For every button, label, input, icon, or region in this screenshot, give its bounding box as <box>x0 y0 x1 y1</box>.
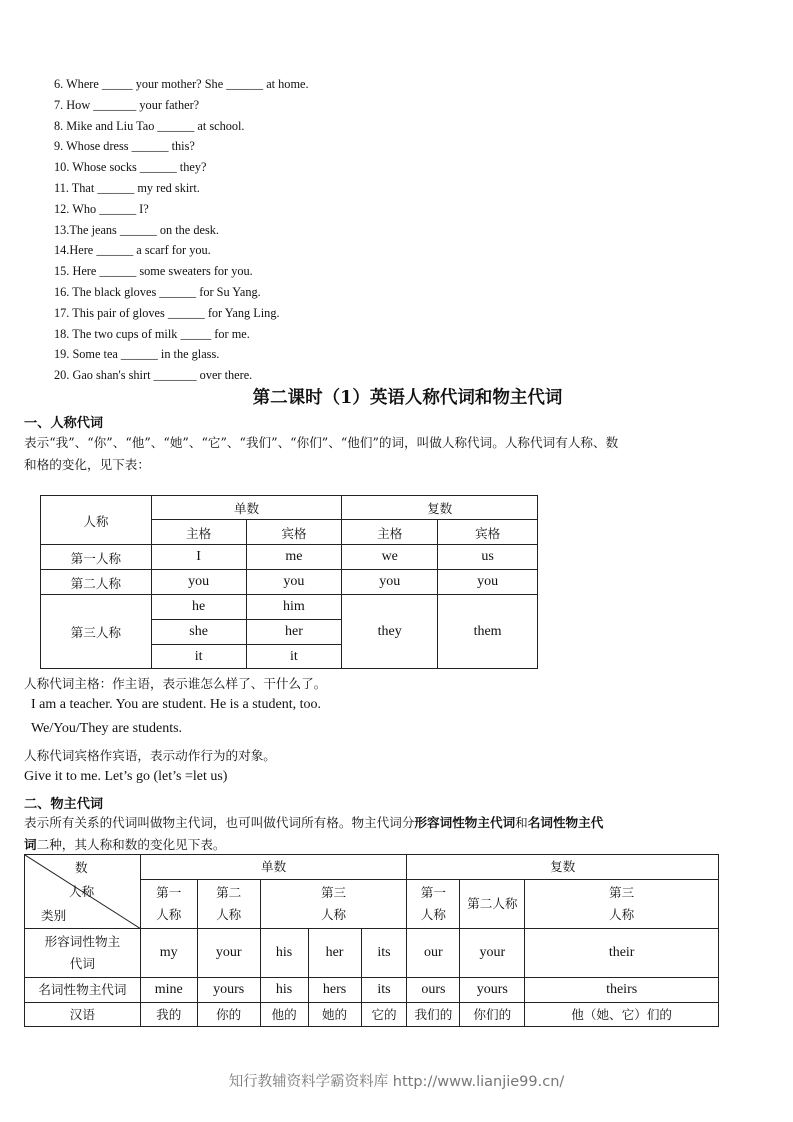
table-cell: you <box>342 570 438 595</box>
section2-intro <box>24 812 769 856</box>
header-line: 第三 <box>320 885 347 900</box>
table-cell: he <box>151 595 246 620</box>
plural-header: 复数 <box>342 496 538 520</box>
table-corner: 人称 <box>41 496 152 545</box>
table-cell: its <box>361 978 407 1003</box>
exercise-item: 8. Mike and Liu Tao ______ at school. <box>54 118 245 133</box>
objective-header: 宾格 <box>438 520 538 545</box>
diag-label-number: 数 <box>75 860 88 875</box>
table-cell: her <box>246 620 342 645</box>
header-line: 人称 <box>320 907 347 922</box>
exercise-item: 11. That ______ my red skirt. <box>54 180 200 195</box>
header-line: 第三 <box>609 885 635 900</box>
table-cell: him <box>246 595 342 620</box>
table-cell: their <box>525 929 719 978</box>
table-cell: 它的 <box>361 1003 407 1027</box>
table-cell: ours <box>407 978 460 1003</box>
table-cell: you <box>438 570 538 595</box>
lesson-title: 第二课时（1）英语人称代词和物主代词 <box>252 388 563 408</box>
table-cell: its <box>361 929 407 978</box>
plural-header: 复数 <box>407 855 719 880</box>
exercise-item: 15. Here ______ some sweaters for you. <box>54 264 253 279</box>
col-plural-first <box>407 880 460 929</box>
exercise-item: 14.Here ______ a scarf for you. <box>54 243 211 258</box>
section1-heading: 一、人称代词 <box>24 416 104 431</box>
exercise-item: 13.The jeans ______ on the desk. <box>54 222 219 237</box>
exercise-list <box>54 74 474 386</box>
header-line: 人称 <box>420 907 446 922</box>
header-line: 第一 <box>156 885 182 900</box>
section2-heading: 二、物主代词 <box>24 797 104 812</box>
section1-note1: 人称代词主格：作主语，表示谁怎么样了、干什么了。 <box>24 676 327 691</box>
header-line: 人称 <box>609 907 635 922</box>
singular-header: 单数 <box>151 496 342 520</box>
row-label-third: 第三人称 <box>41 595 152 669</box>
table-cell: 我的 <box>140 1003 197 1027</box>
table-cell: she <box>151 620 246 645</box>
intro-term-noun: 名词性物主代 <box>527 815 604 830</box>
label-line: 形容词性物主 <box>44 934 121 949</box>
table-cell: yours <box>197 978 260 1003</box>
label-line: 代词 <box>69 956 95 971</box>
exercise-item: 9. Whose dress ______ this? <box>54 139 195 154</box>
table-cell: I <box>151 545 246 570</box>
col-singular-third <box>260 880 407 929</box>
table-cell: yours <box>460 978 525 1003</box>
diag-label-person: 人称 <box>69 884 95 899</box>
table-cell: 她的 <box>308 1003 361 1027</box>
header-line: 第一 <box>420 885 446 900</box>
header-line: 人称 <box>156 907 182 922</box>
intro-term-adjective: 形容词性物主代词 <box>414 815 516 830</box>
footer-watermark: 知行教辅资料学霸资料库 http://www.lianjie99.cn/ <box>228 1074 565 1090</box>
row-label-adjective <box>25 929 141 978</box>
exercise-item: 12. Who ______ I? <box>54 201 149 216</box>
section1-intro-line2: 和格的变化，见下表： <box>24 457 150 472</box>
possessive-pronoun-table <box>24 854 719 1027</box>
table-cell: it <box>151 645 246 669</box>
row-label-second: 第二人称 <box>41 570 152 595</box>
table-cell: hers <box>308 978 361 1003</box>
exercise-item: 18. The two cups of milk _____ for me. <box>54 326 250 341</box>
col-plural-third <box>525 880 719 929</box>
table-cell: 你的 <box>197 1003 260 1027</box>
table-cell: 他（她、它）们的 <box>525 1003 719 1027</box>
intro-text: 和 <box>515 815 528 830</box>
exercise-item: 6. Where _____ your mother? She ______ at home. <box>54 77 309 91</box>
example-sentence: I am a teacher. You are student. He is a student, too. <box>31 697 322 712</box>
objective-header: 宾格 <box>246 520 342 545</box>
example-sentence: Give it to me. Let’s go (let’s =let us) <box>24 769 228 784</box>
intro-text: 表示所有关系的代词叫做物主代词，也可叫做代词所有格。物主代词分 <box>24 815 415 830</box>
table-cell: his <box>260 929 308 978</box>
section1-intro <box>24 432 618 476</box>
table-cell: her <box>308 929 361 978</box>
table-cell: 你们的 <box>460 1003 525 1027</box>
header-line: 人称 <box>216 907 242 922</box>
diagonal-header <box>25 855 141 929</box>
table-cell: me <box>246 545 342 570</box>
table-cell: us <box>438 545 538 570</box>
col-singular-first <box>140 880 197 929</box>
nominative-header: 主格 <box>151 520 246 545</box>
table-cell: you <box>151 570 246 595</box>
row-label-noun: 名词性物主代词 <box>25 978 141 1003</box>
table-cell: 我们的 <box>407 1003 460 1027</box>
row-label-chinese: 汉语 <box>25 1003 141 1027</box>
col-plural-second: 第二人称 <box>460 880 525 929</box>
table-cell: we <box>342 545 438 570</box>
table-cell: our <box>407 929 460 978</box>
table-cell: your <box>197 929 260 978</box>
exercise-item: 10. Whose socks ______ they? <box>54 160 207 175</box>
table-cell: they <box>342 595 438 669</box>
section1-note2: 人称代词宾格作宾语，表示动作行为的对象。 <box>24 748 276 763</box>
col-singular-second <box>197 880 260 929</box>
table-cell: his <box>260 978 308 1003</box>
exercise-item: 16. The black gloves ______ for Su Yang. <box>54 284 261 299</box>
table-cell: your <box>460 929 525 978</box>
table-cell: mine <box>140 978 197 1003</box>
exercise-item: 17. This pair of gloves ______ for Yang Ling. <box>54 305 280 320</box>
table-cell: 他的 <box>260 1003 308 1027</box>
singular-header: 单数 <box>140 855 407 880</box>
diag-label-category: 类别 <box>41 908 67 923</box>
personal-pronoun-table <box>40 495 538 669</box>
example-sentence: We/You/They are students. <box>31 721 183 736</box>
intro-term-noun-end: 词 <box>24 837 37 852</box>
table-cell: theirs <box>525 978 719 1003</box>
table-cell: you <box>246 570 342 595</box>
row-label-first: 第一人称 <box>41 545 152 570</box>
table-cell: it <box>246 645 342 669</box>
nominative-header: 主格 <box>342 520 438 545</box>
table-cell: them <box>438 595 538 669</box>
exercise-item: 20. Gao shan's shirt _______ over there. <box>54 368 253 383</box>
table-cell: my <box>140 929 197 978</box>
header-line: 第二 <box>216 885 242 900</box>
exercise-item: 7. How _______ your father? <box>54 97 200 112</box>
exercise-item: 19. Some tea ______ in the glass. <box>54 347 220 362</box>
intro-text: 二种，其人称和数的变化见下表。 <box>36 837 226 852</box>
section1-intro-line1: 表示“我”、“你”、“他”、“她”、“它”、“我们”、“你们”、“他们”的词，叫做人称代词。人称代词有人称、数 <box>24 435 619 450</box>
